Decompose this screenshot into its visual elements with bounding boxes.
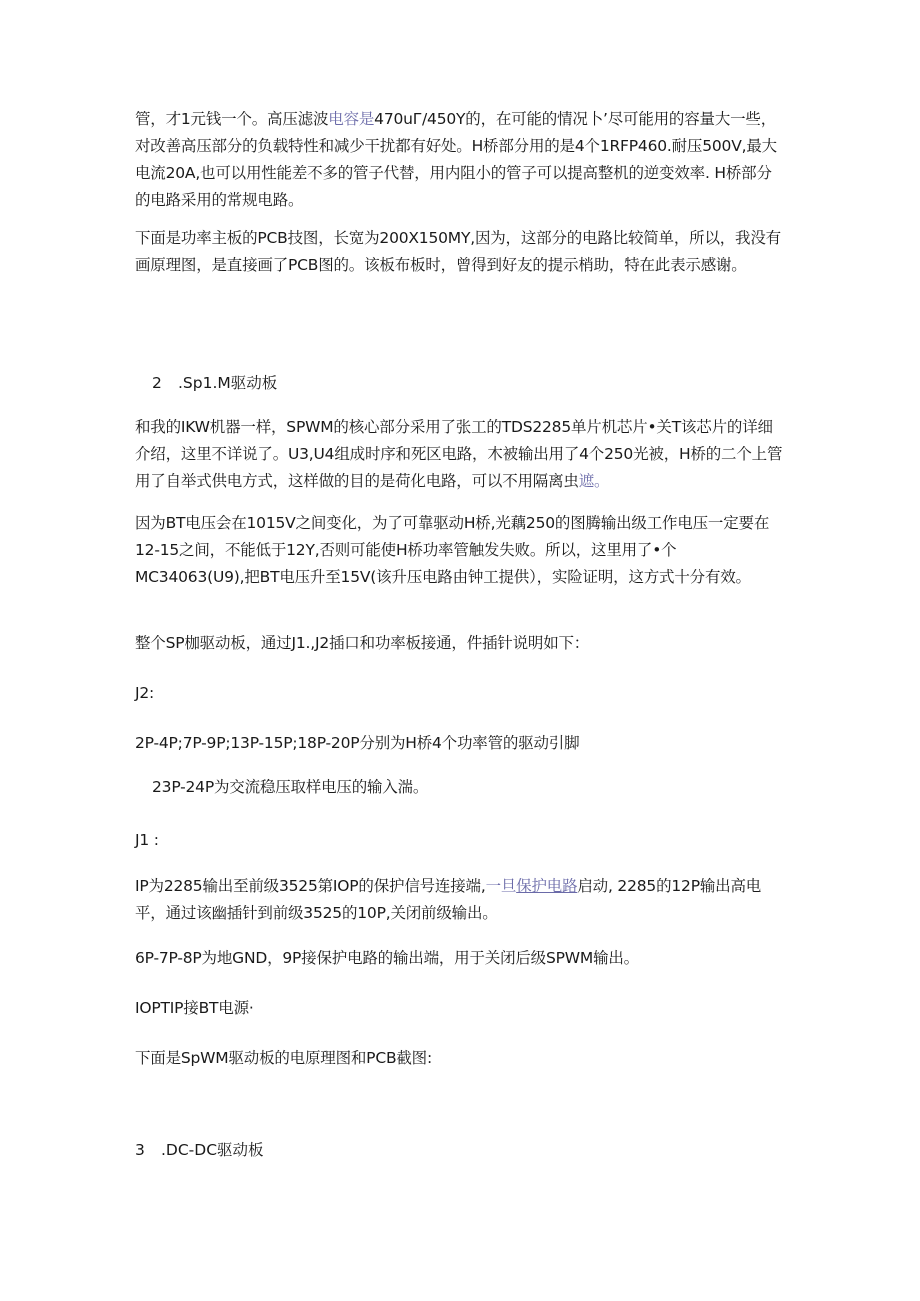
paragraph-connectors: 整个SP枷驱动板，通过J1.,J2插口和功率板接通，件插针说明如下： [135, 634, 590, 652]
capacitor-link[interactable]: 电容是 [328, 110, 375, 128]
paragraph-spwm-core [135, 414, 785, 495]
section-heading-2 [152, 370, 277, 397]
section-heading-3 [135, 1137, 264, 1164]
paragraph-power-board: 下面是功率主板的PCB技图，长宽为200X150MY,因为，这部分的电路比较简单，所以，我没有画原理图，是直接画了PCB图的。该板布板时，曾得到好友的提示梢助，特在此表示感谢。 [135, 229, 781, 274]
section-number: 3 [135, 1141, 145, 1159]
section-title: .Sp1.M驱动板 [178, 374, 278, 392]
paragraph-bt-voltage: 因为BT电压会在1015V之间变化，为了可靠驱动H桥,光藕250的图腾输出级工作电压一定要在12-15之间，不能低于12Y,否则可能使H桥功率管触发失败。所以，这里用了•个MC34063(U9),把BT电压升至15V(该升压电路由钟工提供），实险证明，这方式十分有效。 [135, 514, 770, 586]
text: 启动, 2285的12P输出高电平，通过该幽插针到前级3525的10P,关闭前级输出。 [135, 877, 762, 922]
isolation-link[interactable]: 遮。 [578, 472, 610, 490]
text: 470uГ/450Y的，在可能的情况卜’尽可能用的容量大一些，对改善高压部分的负载特性和减少干扰都有好处。H桥部分用的是4个1RFP460.耐压500V,最大电流20A,也可以用性能差不多的管子代替，用内阻小的管子可以提高整机的逆变效率. H桥部分的电路采用的常规电路。 [135, 110, 777, 209]
paragraph-h-bridge [135, 106, 785, 214]
j2-sense-line: 23P-24P为交流稳压取样电压的输入湍。 [152, 778, 429, 796]
section-title: .DC-DC驱动板 [161, 1141, 264, 1159]
paragraph-gnd-pins: 6P-7P-8P为地GND，9P接保护电路的输出端，用于关闭后级SPWM输出。 [135, 949, 639, 967]
text: 管，才1元钱一个。高压滤波 [135, 110, 329, 128]
j2-label: J2: [135, 684, 155, 702]
paragraph-bt-power: IOPTIP接BT电源· [135, 999, 254, 1017]
text: 和我的IKW机器一样，SPWM的核心部分采用了张工的TDS2285单片机芯片•关T该芯片的详细介绍，这里不详说了。U3,U4组成时序和死区电路，木被输出用了4个250光被，H桥的二个上管用了自举式供电方式，这样做的目的是荷化电路，可以不用隔离虫 [135, 418, 783, 490]
text: IP为2285输出至前级3525第IOP的保护信号连接端, [135, 877, 486, 895]
section-number: 2 [152, 374, 162, 392]
once-link[interactable]: 一旦 [485, 877, 517, 895]
j2-pins-line: 2P-4P;7P-9P;13P-15P;18P-20P分别为H桥4个功率管的驱动引脚 [135, 734, 580, 752]
paragraph-j1-pin1 [135, 873, 785, 927]
paragraph-schematic-intro: 下面是SpWM驱动板的电原理图和PCB截图: [135, 1049, 433, 1067]
j1-label: J1 : [135, 831, 159, 849]
protection-circuit-link[interactable]: 保护电路 [516, 877, 578, 895]
